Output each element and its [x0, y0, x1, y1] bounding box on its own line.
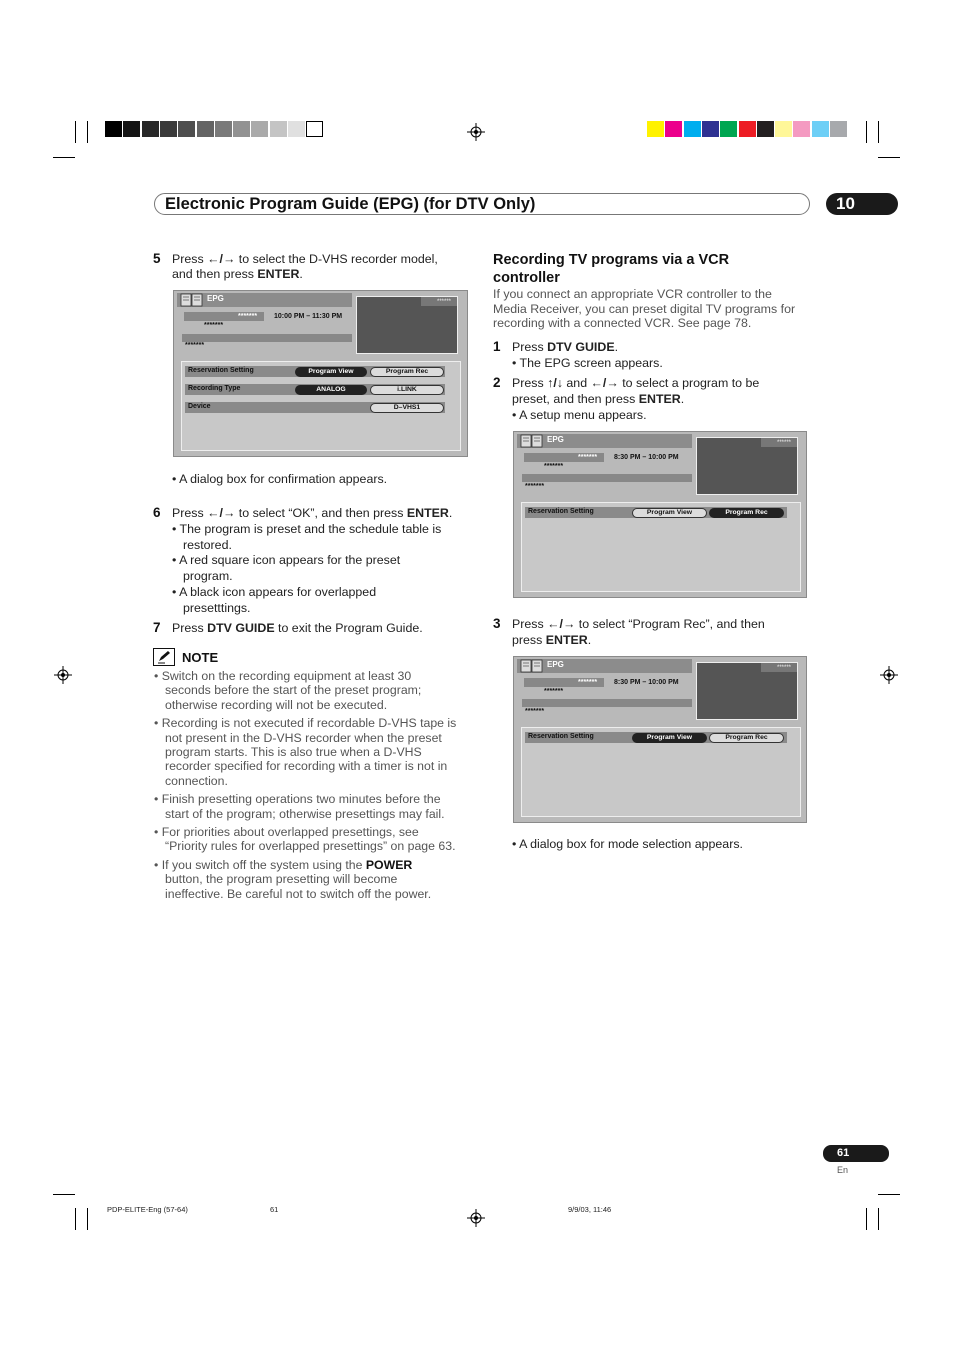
- reservation-setting-row[interactable]: Reservation Setting: [185, 366, 445, 377]
- gray-swatch: [251, 121, 268, 137]
- setup-panel: [521, 727, 801, 817]
- reservation-setting-row[interactable]: Reservation Setting: [525, 732, 787, 743]
- step-number: 7: [153, 620, 161, 635]
- step-1-bullet: • The EPG screen appears.: [512, 356, 663, 370]
- step-3-text: Press ←/→ to select “Program Rec”, and then press ENTER.: [512, 617, 765, 647]
- gray-swatch: [197, 121, 214, 137]
- device-row[interactable]: Device: [185, 402, 445, 413]
- program-view-option[interactable]: Program View: [632, 733, 707, 743]
- section-intro: If you connect an appropriate VCR controller to the Media Receiver, you can preset digital TV programs for recording with a connected VCR. See page 78.: [493, 287, 796, 331]
- device-select[interactable]: D–VHS1: [370, 403, 444, 413]
- epg-header: EPG: [177, 293, 352, 307]
- footer-date: 9/9/03, 11:46: [568, 1205, 612, 1214]
- epg-screen-device: EPG ****** ******* 10:00 PM – 11:30 PM ******* ******* Reservation Setting Program View Program Rec Recording Type ANALOG i.LINK Device D–VHS1: [173, 290, 468, 457]
- step-number: 1: [493, 339, 501, 354]
- registration-mark-icon: [467, 123, 485, 141]
- page-title: Electronic Program Guide (EPG) (for DTV Only): [165, 195, 536, 213]
- gray-swatch: [123, 121, 140, 137]
- step-7-text: Press DTV GUIDE to exit the Program Guide.: [172, 621, 423, 635]
- registration-mark-icon: [467, 1209, 485, 1227]
- setup-panel: [181, 361, 461, 451]
- program-rec-option[interactable]: Program Rec: [370, 367, 444, 377]
- step-number: 2: [493, 375, 501, 390]
- reservation-setting-row[interactable]: Reservation Setting: [525, 507, 787, 518]
- gray-swatch: [160, 121, 177, 137]
- color-swatch: [702, 121, 719, 137]
- step-number: 3: [493, 616, 501, 631]
- language-label: En: [837, 1165, 849, 1175]
- registration-mark-icon: [54, 666, 72, 684]
- epg-book-icon: [180, 293, 204, 307]
- gray-swatch: [233, 121, 250, 137]
- note-pencil-icon: [153, 648, 175, 666]
- registration-mark-icon: [880, 666, 898, 684]
- program-view-option[interactable]: Program View: [295, 367, 367, 377]
- note-item: • Finish presetting operations two minutes before the start of the program; otherwise presettings may fail.: [154, 792, 445, 821]
- step-6-bullets: • The program is preset and the schedule table is restored. • A red square icon appears for the preset program. • A black icon appears for overlapped presetttings.: [172, 522, 442, 615]
- color-swatch: [775, 121, 792, 137]
- program-time: 8:30 PM – 10:00 PM: [614, 679, 679, 686]
- program-time: 8:30 PM – 10:00 PM: [614, 454, 679, 461]
- color-swatch: [665, 121, 682, 137]
- chapter-title-bar: [154, 193, 810, 215]
- color-swatch: [647, 121, 664, 137]
- note-item: • Recording is not executed if recordable D-VHS tape is not present in the D-VHS recorder when the preset program starts. This is also true when a D-VHS recorder specified for recording with a timer is not in connection.: [154, 716, 457, 788]
- recording-type-row[interactable]: Recording Type: [185, 384, 445, 395]
- setup-panel: [521, 502, 801, 592]
- step-number: 5: [153, 251, 161, 266]
- video-preview: ******: [696, 437, 798, 495]
- section-heading: Recording TV programs via a VCR controller: [493, 252, 730, 286]
- page-number-badge: 61: [823, 1145, 889, 1162]
- video-preview: ******: [696, 662, 798, 720]
- footer-filename: PDP-ELITE-Eng (57-64): [107, 1205, 188, 1214]
- step-number: 6: [153, 505, 161, 520]
- note-list: [154, 669, 474, 901]
- gray-swatch: [215, 121, 232, 137]
- chapter-number-badge: 10: [826, 193, 898, 215]
- gray-swatch: [142, 121, 159, 137]
- program-rec-option[interactable]: Program Rec: [709, 508, 784, 518]
- gray-swatch: [288, 121, 305, 137]
- color-swatch: [684, 121, 701, 137]
- color-swatch: [830, 121, 847, 137]
- epg-screen-setup: EPG ****** ******* 8:30 PM – 10:00 PM ******* ******* Reservation Setting Program View Program Rec: [513, 431, 807, 598]
- gray-swatch: [270, 121, 287, 137]
- epg-header: EPG: [517, 434, 692, 448]
- gray-swatch: [105, 121, 122, 137]
- bullet-confirmation: • A dialog box for confirmation appears.: [172, 472, 388, 486]
- epg-screen-program-rec: EPG ****** ******* 8:30 PM – 10:00 PM ******* ******* Reservation Setting Program View Program Rec: [513, 656, 807, 823]
- step-2-text: Press ↑/↓ and ←/→ to select a program to be preset, and then press ENTER. • A setup menu appears.: [512, 376, 760, 422]
- ilink-option[interactable]: i.LINK: [370, 385, 444, 395]
- note-item: • Switch on the recording equipment at least 30 seconds before the start of the preset program; otherwise recording will not be executed.: [154, 669, 422, 712]
- gray-swatch: [178, 121, 195, 137]
- epg-book-icon: [520, 434, 544, 448]
- epg-header: EPG: [517, 659, 692, 673]
- footer-page: 61: [270, 1205, 279, 1214]
- program-time: 10:00 PM – 11:30 PM: [274, 313, 343, 320]
- program-rec-option[interactable]: Program Rec: [709, 733, 784, 743]
- epg-book-icon: [520, 659, 544, 673]
- step-5-text: Press ←/→ to select the D-VHS recorder model, and then press ENTER.: [172, 252, 438, 282]
- color-swatch: [739, 121, 756, 137]
- step-6-text: Press ←/→ to select “OK”, and then press ENTER.: [172, 506, 453, 520]
- color-swatch: [793, 121, 810, 137]
- color-swatch: [812, 121, 829, 137]
- note-heading: NOTE: [182, 650, 219, 665]
- bullet-mode-selection: • A dialog box for mode selection appears.: [512, 837, 743, 851]
- note-item: • If you switch off the system using the POWER button, the program presetting will become ineffective. Be careful not to switch off the power.: [154, 857, 432, 901]
- gray-swatch: [306, 121, 323, 137]
- video-preview: ******: [356, 296, 458, 354]
- color-swatch: [757, 121, 774, 137]
- note-item: • For priorities about overlapped presettings, see “Priority rules for overlapped presettings” on page 63.: [154, 825, 456, 854]
- program-view-option[interactable]: Program View: [632, 508, 707, 518]
- step-1-text: Press DTV GUIDE.: [512, 340, 619, 354]
- color-swatch: [720, 121, 737, 137]
- analog-option[interactable]: ANALOG: [295, 385, 367, 395]
